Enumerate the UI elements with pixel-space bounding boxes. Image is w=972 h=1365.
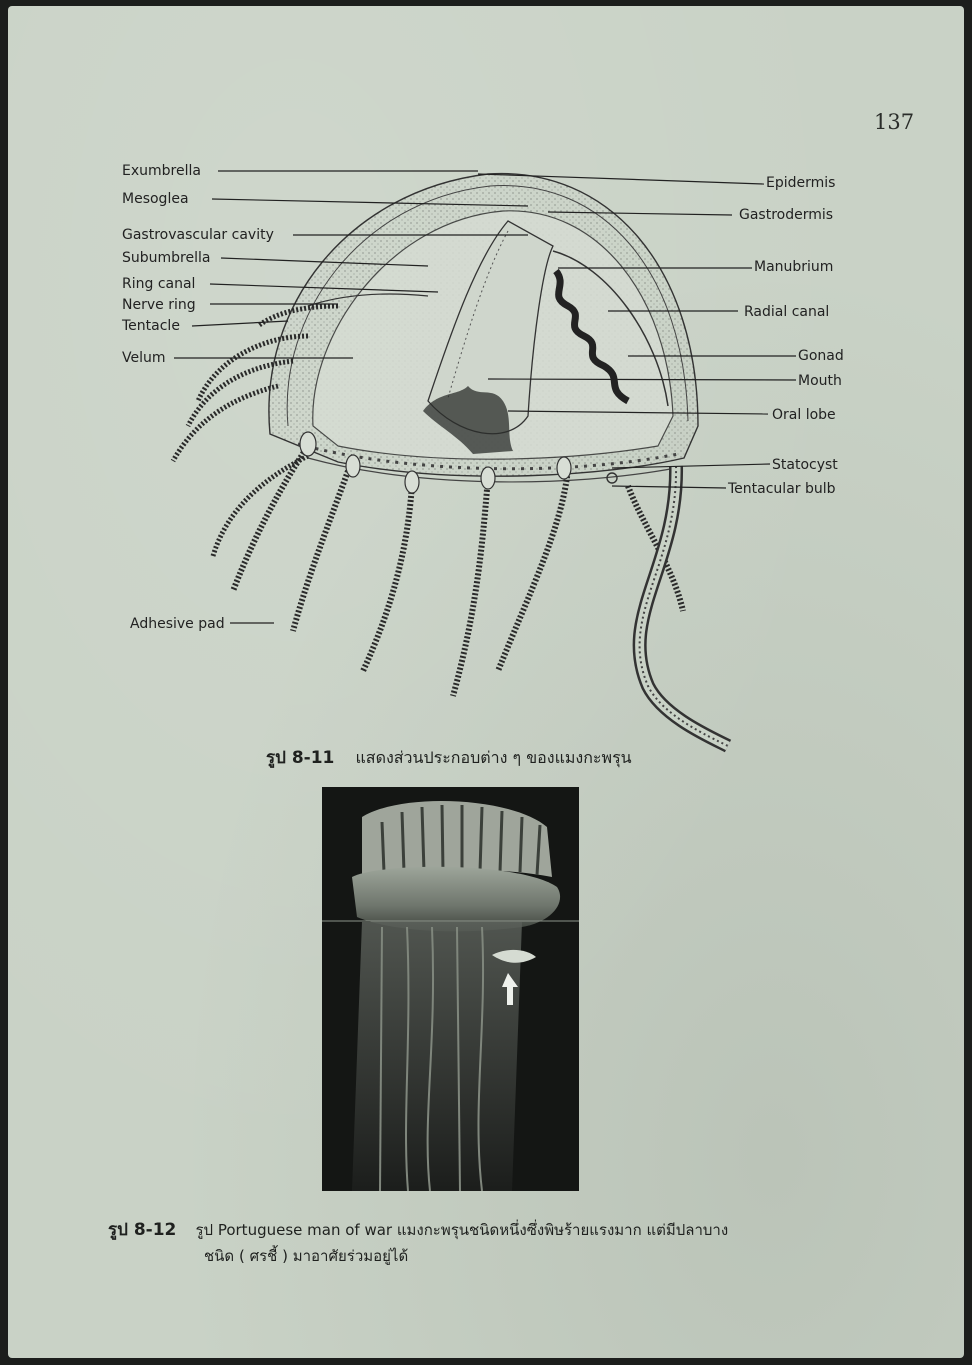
label-radial-canal: Radial canal	[744, 304, 830, 320]
figure-8-11-number: รูป 8-11	[266, 748, 335, 768]
figure-8-11-text: แสดงส่วนประกอบต่าง ๆ ของแมงกะพรุน	[355, 748, 632, 767]
label-ring-canal: Ring canal	[122, 276, 196, 292]
label-epidermis: Epidermis	[766, 175, 836, 191]
label-mesoglea: Mesoglea	[122, 191, 189, 207]
figure-8-11-caption	[266, 744, 632, 771]
label-statocyst: Statocyst	[772, 457, 838, 473]
portuguese-man-of-war-photo	[322, 787, 579, 1191]
label-manubrium: Manubrium	[754, 259, 834, 275]
figure-8-12-number: รูป 8-12	[108, 1220, 177, 1240]
label-velum: Velum	[122, 350, 166, 366]
label-gastrodermis: Gastrodermis	[739, 207, 834, 223]
figure-8-12-line1: รูป Portuguese man of war แมงกะพรุนชนิดหนึ่งซึ่งพิษร้ายแรงมาก แต่มีปลาบาง	[195, 1221, 729, 1239]
label-nerve-ring: Nerve ring	[122, 297, 196, 313]
page-number: 137	[874, 110, 915, 134]
label-adhesive-pad: Adhesive pad	[130, 616, 225, 632]
photo-drawing	[322, 787, 579, 1191]
label-gastrovascular-cavity: Gastrovascular cavity	[122, 227, 274, 243]
figure-8-12-line2: ชนิด ( ศรชี้ ) มาอาศัยร่วมอยู่ได้	[204, 1247, 409, 1265]
label-tentacular-bulb: Tentacular bulb	[728, 481, 836, 497]
label-subumbrella: Subumbrella	[122, 250, 211, 266]
book-page	[8, 6, 964, 1358]
label-oral-lobe: Oral lobe	[772, 407, 836, 423]
figure-8-12-caption	[108, 1216, 728, 1243]
label-mouth: Mouth	[798, 373, 842, 389]
label-gonad: Gonad	[798, 348, 844, 364]
label-exumbrella: Exumbrella	[122, 163, 201, 179]
label-tentacle: Tentacle	[122, 318, 180, 334]
